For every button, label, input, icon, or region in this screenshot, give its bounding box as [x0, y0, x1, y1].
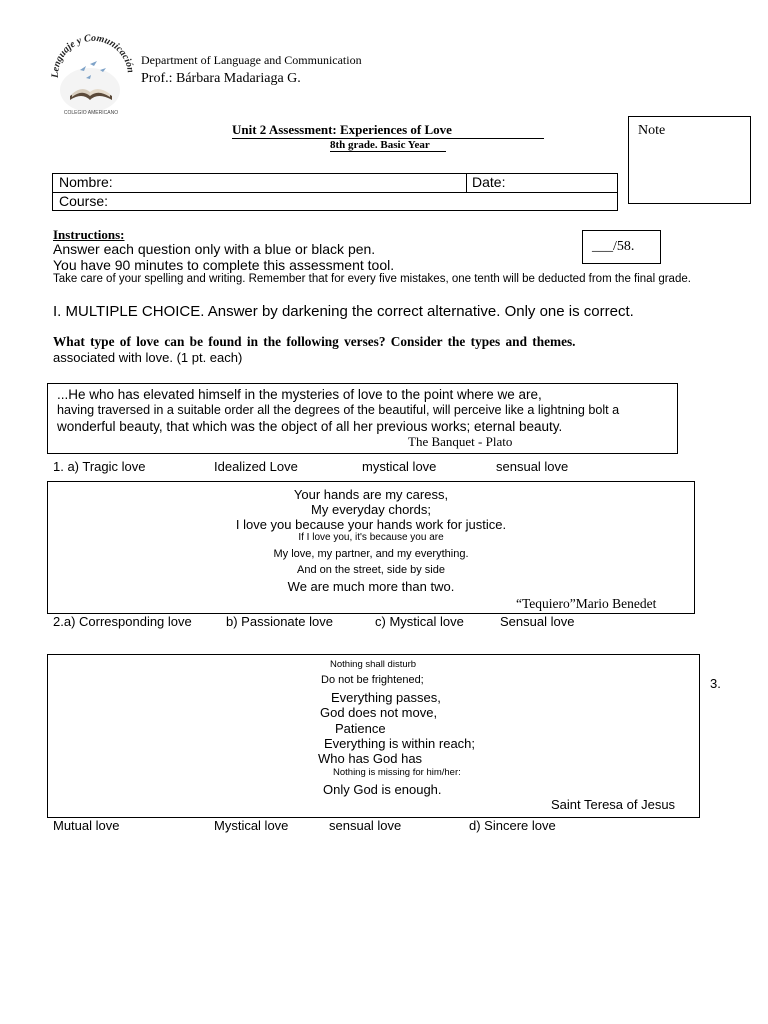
instruction-line: You have 90 minutes to complete this assessment tool. — [53, 257, 395, 273]
q2-verse-line: I love you because your hands work for justice. — [235, 517, 507, 532]
q2-verse-line: My everyday chords; — [311, 502, 431, 517]
q3-option-d[interactable]: d) Sincere love — [469, 818, 556, 833]
q2-source: “Tequiero”Mario Benedet — [516, 596, 657, 611]
q3-verse-line: Nothing is missing for him/her: — [333, 767, 461, 778]
score-value: ___/58. — [592, 239, 635, 254]
q2-verse-line: And on the street, side by side — [297, 564, 445, 576]
q2-verse-line: My love, my partner, and my everything. — [273, 548, 469, 560]
q1-source: The Banquet - Plato — [408, 434, 513, 449]
department-name: Department of Language and Communication — [141, 53, 362, 67]
instruction-line: Answer each question only with a blue or black pen. — [53, 241, 376, 257]
q3-verse-line: Everything is within reach; — [324, 736, 476, 751]
logo-text-bottom: COLEGIO AMERICANO — [63, 110, 119, 116]
question-prompt: What type of love can be found in the following verses? Consider the types and themes. — [53, 334, 576, 349]
q2-verse-line: We are much more than two. — [287, 579, 455, 594]
date-field[interactable]: Date: — [472, 174, 506, 190]
instructions-heading: Instructions: — [53, 227, 125, 242]
q3-verse-line: Everything passes, — [331, 690, 441, 705]
q3-verse-line: Patience — [335, 721, 386, 736]
q3-verse-line: God does not move, — [320, 705, 438, 720]
note-label: Note — [638, 123, 666, 138]
q1-option-c[interactable]: mystical love — [362, 459, 437, 474]
page-subtitle: 8th grade. Basic Year — [330, 139, 446, 152]
page-title: Unit 2 Assessment: Experiences of Love — [232, 122, 544, 139]
q3-option-c[interactable]: sensual love — [329, 818, 402, 833]
section-title: I. MULTIPLE CHOICE. Answer by darkening the correct alternative. Only one is correct. — [53, 303, 634, 320]
q2-option-b[interactable]: b) Passionate love — [226, 614, 333, 629]
q3-verse-line: Only God is enough. — [323, 782, 442, 797]
q2-option-a[interactable]: 2.a) Corresponding love — [53, 614, 192, 629]
q2-option-c[interactable]: c) Mystical love — [375, 614, 464, 629]
q2-verse-line: If I love you, it's because you are — [298, 532, 444, 543]
q3-option-b[interactable]: Mystical love — [214, 818, 289, 833]
q3-option-a[interactable]: Mutual love — [53, 818, 120, 833]
q1-verse-line: wonderful beauty, that which was the object of all her previous works; eternal beauty. — [57, 419, 563, 434]
q2-verse-line: Your hands are my caress, — [293, 487, 449, 502]
school-logo — [46, 30, 136, 120]
q1-verse-line: having traversed in a suitable order all the degrees of the beautiful, will perceive like a lightning bolt a — [57, 403, 620, 417]
q1-option-a[interactable]: 1. a) Tragic love — [53, 459, 146, 474]
professor-name: Prof.: Bárbara Madariaga G. — [141, 71, 301, 86]
q1-verse-line: ...He who has elevated himself in the mysteries of love to the point where we are, — [57, 387, 542, 402]
q2-option-d[interactable]: Sensual love — [500, 614, 575, 629]
name-field[interactable]: Nombre: — [59, 174, 113, 190]
q1-option-b[interactable]: Idealized Love — [214, 459, 298, 474]
score-box — [582, 230, 661, 264]
q3-verse-line: Who has God has — [318, 751, 423, 766]
q3-source: Saint Teresa of Jesus — [551, 797, 676, 812]
q3-verse-line: Nothing shall disturb — [330, 659, 417, 670]
question-prompt-rest: associated with love. (1 pt. each) — [53, 350, 243, 365]
note-box — [628, 116, 751, 204]
logo-text-top: Lenguaje y Comunicación — [49, 32, 136, 79]
q1-option-d[interactable]: sensual love — [496, 459, 569, 474]
q3-number: 3. — [710, 676, 721, 691]
instruction-line: Take care of your spelling and writing. Remember that for every five mistakes, one tenth will be deducted from the final grade. — [53, 273, 691, 285]
q3-verse-line: Do not be frightened; — [321, 674, 424, 686]
course-field[interactable]: Course: — [59, 193, 109, 209]
